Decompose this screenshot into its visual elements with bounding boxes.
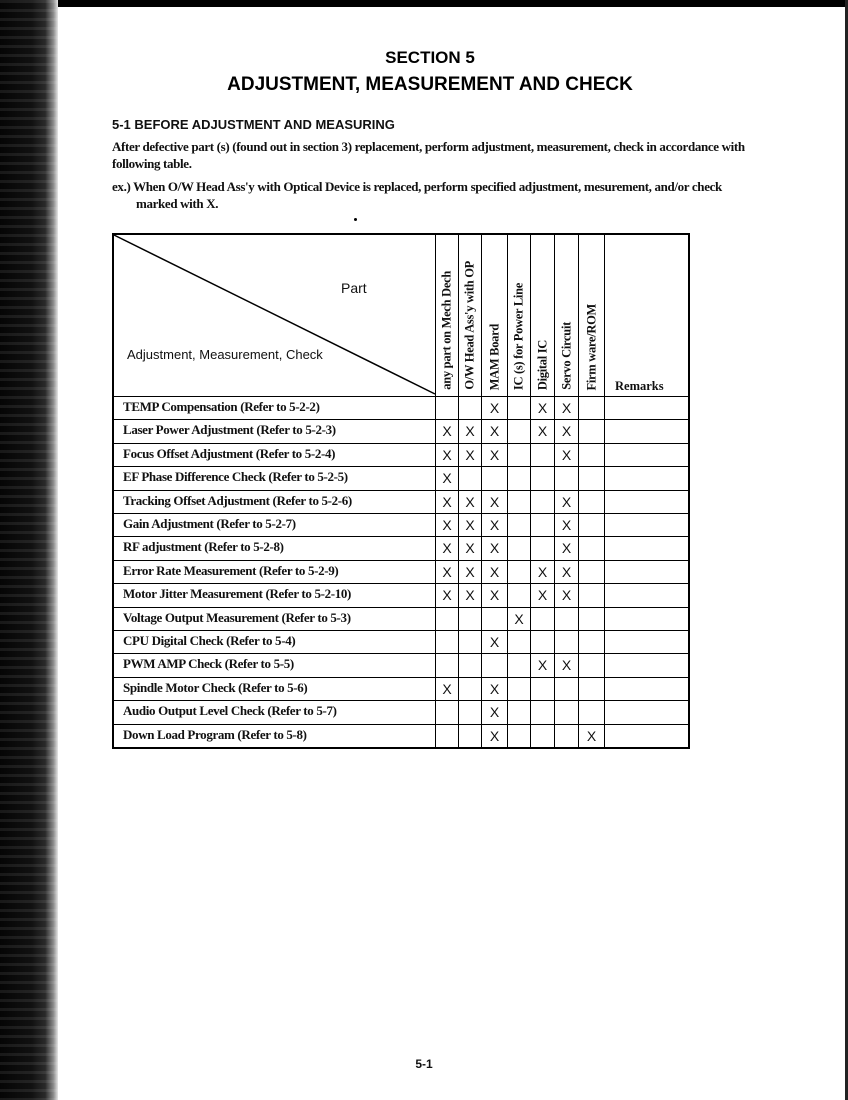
mark-cell — [578, 397, 604, 419]
mark-cell: X — [458, 491, 481, 513]
part-column-label: O/W Head Ass'y with OP — [462, 261, 477, 390]
mark-cell — [458, 725, 481, 747]
remarks-cell — [604, 701, 690, 723]
row-label: Gain Adjustment (Refer to 5-2-7) — [123, 516, 296, 531]
mark-cell — [458, 654, 481, 676]
remarks-label: Remarks — [615, 379, 664, 393]
mark-cell — [578, 678, 604, 700]
mark-cell — [530, 701, 554, 723]
row-label: Motor Jitter Measurement (Refer to 5-2-10) — [123, 586, 351, 602]
table-row — [112, 466, 690, 489]
mark-cell: X — [458, 537, 481, 559]
table-row — [112, 396, 690, 419]
mark-cell: X — [481, 397, 507, 419]
mark-cell: X — [481, 444, 507, 466]
mark-cell: X — [554, 654, 578, 676]
mark-cell — [458, 397, 481, 419]
remarks-cell — [604, 561, 690, 583]
mark-cell: X — [507, 608, 530, 630]
mark-cell — [458, 678, 481, 700]
remarks-cell — [604, 491, 690, 513]
mark-cell: X — [481, 491, 507, 513]
mark-cell — [530, 467, 554, 489]
mark-cell: X — [530, 397, 554, 419]
mark-cell: X — [458, 561, 481, 583]
table-row — [112, 560, 690, 583]
mark-cell: X — [530, 654, 554, 676]
part-column-header — [507, 233, 530, 396]
mark-cell — [554, 608, 578, 630]
scan-binding-edge — [0, 0, 58, 1100]
row-label: RF adjustment (Refer to 5-2-8) — [123, 539, 284, 555]
scan-top-edge — [58, 0, 848, 7]
table-row — [112, 724, 690, 747]
row-label: Tracking Offset Adjustment (Refer to 5-2-6) — [123, 492, 352, 508]
mark-cell — [554, 725, 578, 747]
mark-cell: X — [554, 491, 578, 513]
mark-cell — [578, 491, 604, 513]
corner-part-label: Part — [341, 280, 367, 296]
part-column-header — [435, 233, 458, 396]
remarks-cell — [604, 654, 690, 676]
adjustment-matrix-table — [112, 233, 690, 749]
row-label: Audio Output Level Check (Refer to 5-7) — [123, 703, 337, 719]
remarks-cell — [604, 678, 690, 700]
mark-cell: X — [481, 584, 507, 606]
mark-cell: X — [481, 420, 507, 442]
mark-cell: X — [554, 397, 578, 419]
mark-cell: X — [435, 514, 458, 536]
mark-cell — [458, 608, 481, 630]
mark-cell — [458, 631, 481, 653]
part-column-label: Digital IC — [535, 339, 549, 390]
mark-cell: X — [435, 420, 458, 442]
mark-cell: X — [435, 444, 458, 466]
row-label: EF Phase Difference Check (Refer to 5-2-5) — [123, 469, 348, 485]
part-column-header — [554, 233, 578, 396]
table-row — [112, 700, 690, 723]
mark-cell: X — [554, 420, 578, 442]
mark-cell — [530, 537, 554, 559]
mark-cell — [578, 631, 604, 653]
mark-cell — [507, 678, 530, 700]
mark-cell: X — [435, 561, 458, 583]
mark-cell — [530, 514, 554, 536]
mark-cell — [554, 631, 578, 653]
row-label: Error Rate Measurement (Refer to 5-2-9) — [123, 562, 339, 578]
mark-cell: X — [481, 725, 507, 747]
mark-cell — [530, 444, 554, 466]
mark-cell — [578, 561, 604, 583]
part-column-header — [481, 233, 507, 396]
mark-cell — [507, 725, 530, 747]
scan-speck — [354, 218, 357, 221]
mark-cell — [507, 514, 530, 536]
table-row — [112, 490, 690, 513]
mark-cell — [507, 397, 530, 419]
mark-cell: X — [554, 514, 578, 536]
mark-cell: X — [530, 561, 554, 583]
mark-cell: X — [530, 584, 554, 606]
intro-paragraph: After defective part (s) (found out in section 3) replacement, perform adjustment, measurement, check in accordance with following table. — [112, 139, 745, 171]
part-column-header — [530, 233, 554, 396]
remarks-cell — [604, 514, 690, 536]
table-row — [112, 513, 690, 536]
row-label: Focus Offset Adjustment (Refer to 5-2-4) — [123, 445, 336, 461]
section-title: SECTION 5 — [385, 48, 475, 67]
remarks-cell — [604, 631, 690, 653]
table-row — [112, 677, 690, 700]
mark-cell — [578, 537, 604, 559]
remarks-cell — [604, 444, 690, 466]
remarks-column-header — [604, 233, 690, 396]
mark-cell: X — [435, 584, 458, 606]
table-row — [112, 653, 690, 676]
mark-cell — [578, 654, 604, 676]
mark-cell — [554, 678, 578, 700]
mark-cell: X — [481, 561, 507, 583]
mark-cell — [435, 631, 458, 653]
mark-cell — [530, 631, 554, 653]
part-column-header — [578, 233, 604, 396]
remarks-cell — [604, 608, 690, 630]
page-number: 5-1 — [415, 1057, 433, 1071]
row-label: PWM AMP Check (Refer to 5-5) — [123, 656, 294, 672]
mark-cell: X — [530, 420, 554, 442]
part-column-label: any part on Mech Dech — [439, 271, 454, 390]
table-row — [112, 536, 690, 559]
mark-cell: X — [458, 514, 481, 536]
mark-cell — [507, 537, 530, 559]
mark-cell — [578, 584, 604, 606]
mark-cell: X — [481, 631, 507, 653]
mark-cell — [554, 467, 578, 489]
mark-cell: X — [554, 561, 578, 583]
mark-cell — [530, 678, 554, 700]
mark-cell — [578, 467, 604, 489]
mark-cell — [507, 444, 530, 466]
mark-cell — [578, 701, 604, 723]
mark-cell — [435, 701, 458, 723]
table-row — [112, 583, 690, 606]
mark-cell: X — [458, 420, 481, 442]
mark-cell — [481, 608, 507, 630]
row-label: Down Load Program (Refer to 5-8) — [123, 726, 307, 742]
mark-cell: X — [458, 584, 481, 606]
mark-cell — [481, 467, 507, 489]
corner-adjustment-label: Adjustment, Measurement, Check — [127, 347, 323, 362]
mark-cell — [458, 467, 481, 489]
corner-diagonal — [112, 233, 437, 396]
mark-cell — [507, 467, 530, 489]
row-label: TEMP Compensation (Refer to 5-2-2) — [123, 399, 320, 414]
part-column-label: Servo Circuit — [559, 322, 573, 390]
mark-cell — [578, 420, 604, 442]
row-label: Laser Power Adjustment (Refer to 5-2-3) — [123, 422, 336, 438]
table-row — [112, 630, 690, 653]
remarks-cell — [604, 725, 690, 747]
mark-cell — [530, 725, 554, 747]
mark-cell — [435, 725, 458, 747]
mark-cell: X — [435, 491, 458, 513]
example-line-2: marked with X. — [136, 196, 219, 211]
example-line-1: ex.) When O/W Head Ass'y with Optical Device is replaced, perform specified adjustment, mesurement, and/or check — [112, 179, 722, 194]
mark-cell: X — [435, 537, 458, 559]
mark-cell: X — [481, 514, 507, 536]
mark-cell — [530, 491, 554, 513]
mark-cell: X — [458, 444, 481, 466]
remarks-cell — [604, 584, 690, 606]
mark-cell: X — [578, 725, 604, 747]
remarks-cell — [604, 397, 690, 419]
mark-cell: X — [435, 678, 458, 700]
mark-cell — [507, 491, 530, 513]
mark-cell — [578, 514, 604, 536]
mark-cell — [435, 654, 458, 676]
mark-cell — [507, 561, 530, 583]
mark-cell — [435, 397, 458, 419]
part-column-label: MAM Board — [487, 323, 501, 390]
part-column-label: Firm ware/ROM — [584, 303, 598, 390]
part-column-label: IC (s) for Power Line — [511, 282, 526, 390]
mark-cell — [578, 444, 604, 466]
mark-cell: X — [554, 444, 578, 466]
subsection-heading: 5-1 BEFORE ADJUSTMENT AND MEASURING — [112, 117, 395, 132]
mark-cell: X — [481, 537, 507, 559]
mark-cell: X — [481, 678, 507, 700]
part-column-header — [458, 233, 481, 396]
mark-cell — [435, 608, 458, 630]
table-row — [112, 607, 690, 630]
mark-cell — [507, 654, 530, 676]
mark-cell — [507, 584, 530, 606]
mark-cell — [507, 701, 530, 723]
row-label: Spindle Motor Check (Refer to 5-6) — [123, 679, 308, 695]
mark-cell — [481, 654, 507, 676]
remarks-cell — [604, 420, 690, 442]
mark-cell: X — [481, 701, 507, 723]
table-row — [112, 443, 690, 466]
row-label: Voltage Output Measurement (Refer to 5-3) — [123, 609, 351, 625]
mark-cell: X — [435, 467, 458, 489]
remarks-cell — [604, 467, 690, 489]
row-label: CPU Digital Check (Refer to 5-4) — [123, 633, 296, 648]
mark-cell — [578, 608, 604, 630]
mark-cell: X — [554, 584, 578, 606]
mark-cell — [458, 701, 481, 723]
mark-cell — [530, 608, 554, 630]
mark-cell: X — [554, 537, 578, 559]
section-subtitle: ADJUSTMENT, MEASUREMENT AND CHECK — [227, 74, 633, 95]
mark-cell — [507, 420, 530, 442]
mark-cell — [507, 631, 530, 653]
table-row — [112, 419, 690, 442]
remarks-cell — [604, 537, 690, 559]
mark-cell — [554, 701, 578, 723]
